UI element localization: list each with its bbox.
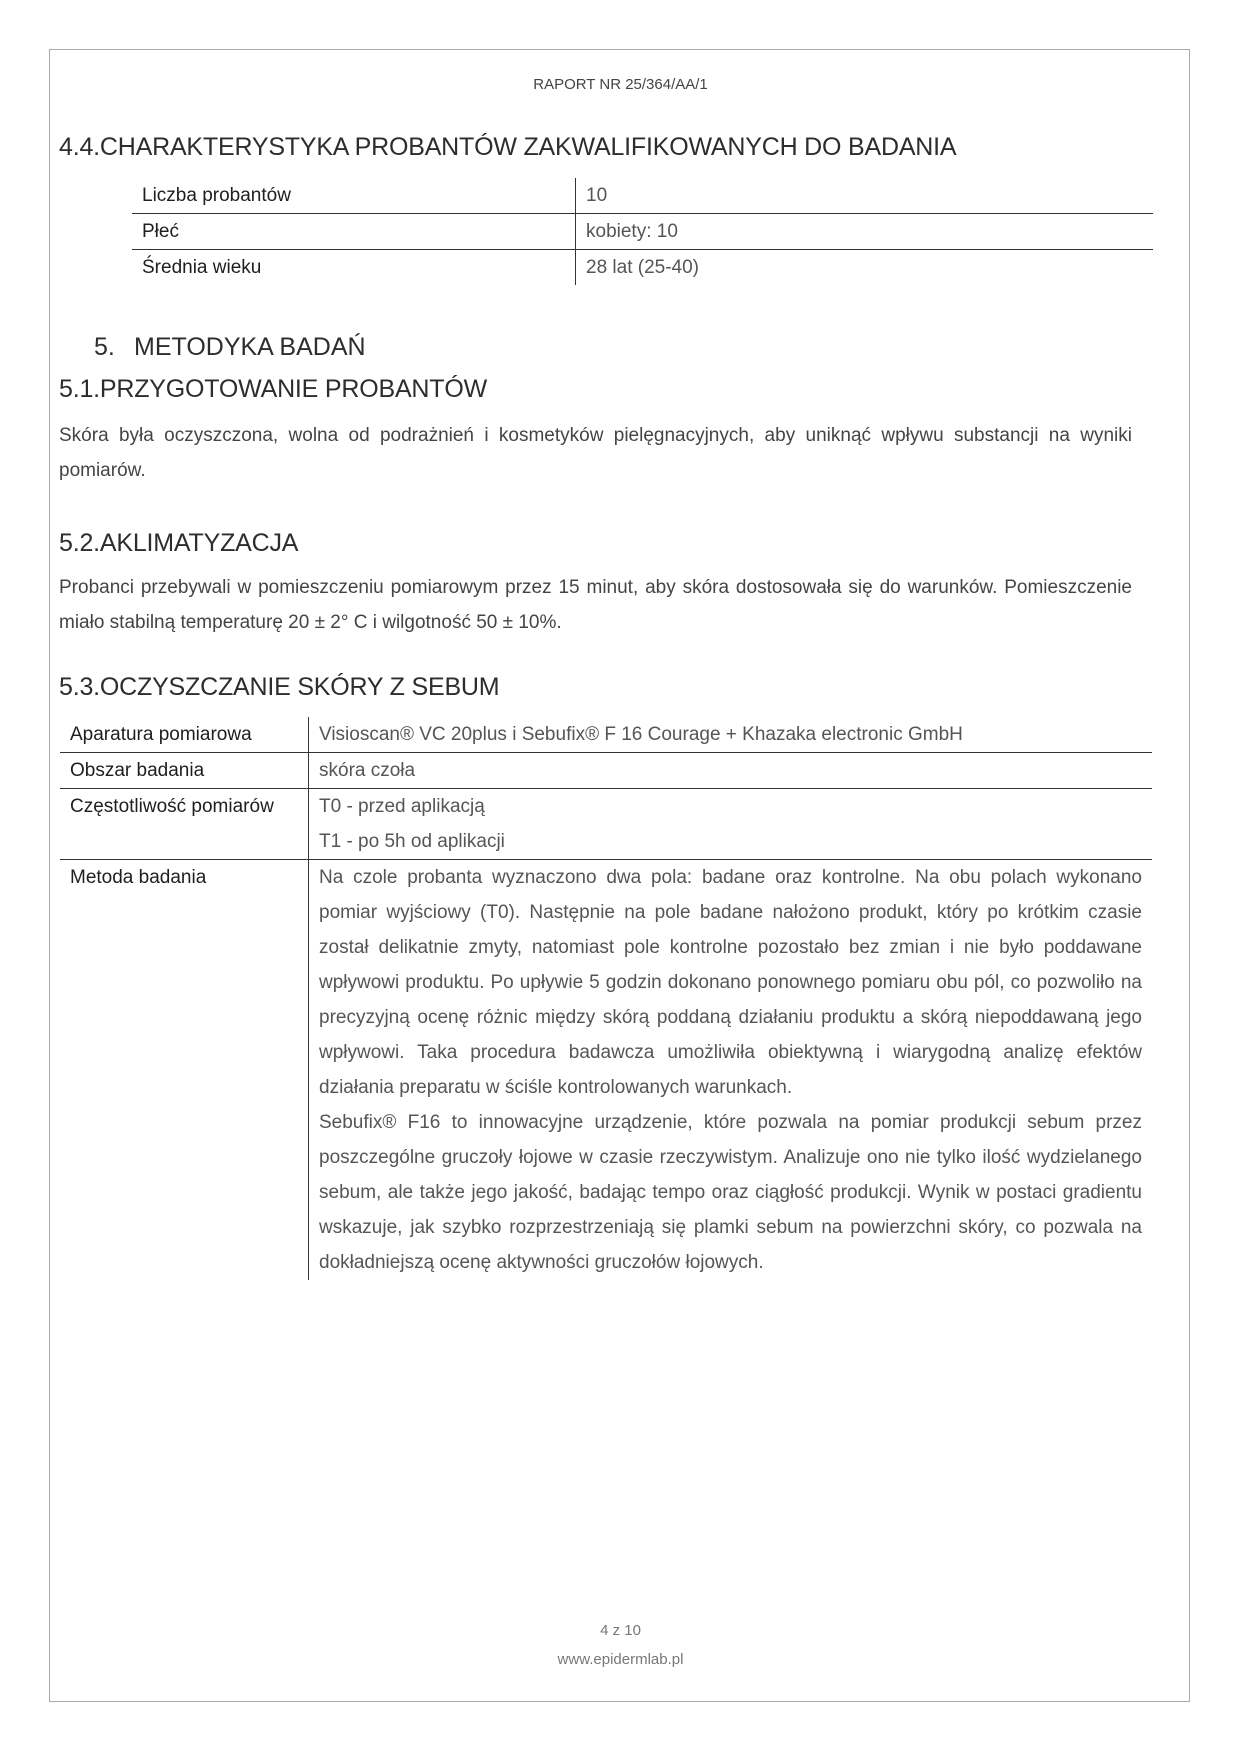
table-row (60, 753, 1152, 789)
section-5-1-text: Skóra była oczyszczona, wolna od podrażnień i kosmetyków pielęgnacyjnych, aby uniknąć wpływu substancji na wyniki pomiarów. (59, 425, 1132, 481)
section-5-2-heading (59, 529, 298, 558)
row-label: Obszar badania (60, 753, 309, 789)
section-title: AKLIMATYZACJA (99, 529, 299, 557)
row-label: Częstotliwość pomiarów (60, 789, 309, 860)
page-number: 4 z 10 (600, 1622, 641, 1639)
section-5-2-text: Probanci przebywali w pomieszczeniu pomiarowym przez 15 minut, aby skóra dostosowała się do warunków. Pomieszczenie miało stabilną temperaturę 20 ± 2° C i wilgotność 50 ± 10%. (59, 577, 1132, 633)
row-label: Liczba probantów (142, 184, 291, 206)
section-number: 4.4. (59, 133, 100, 161)
section-5-heading (94, 333, 366, 362)
row-label: Metoda badania (60, 860, 309, 1281)
table-row (132, 178, 1153, 214)
section-title: PRZYGOTOWANIE PROBANTÓW (99, 375, 487, 403)
row-value: kobiety: 10 (576, 214, 1154, 250)
sebum-method-table (60, 717, 1152, 1280)
section-4-4-heading (59, 133, 956, 162)
row-value: 10 (576, 178, 1154, 214)
section-title: METODYKA BADAŃ (134, 333, 366, 361)
section-title: CHARAKTERYSTYKA PROBANTÓW ZAKWALIFIKOWANYCH DO BADANIA (99, 133, 957, 161)
section-number: 5.1. (59, 375, 100, 403)
freq-t0: T0 - przed aplikacją (319, 796, 485, 817)
table-row (132, 214, 1153, 250)
section-title: OCZYSZCZANIE SKÓRY Z SEBUM (99, 673, 500, 701)
row-label: Aparatura pomiarowa (70, 724, 252, 745)
row-value: skóra czoła (309, 753, 1153, 789)
row-value (309, 789, 1153, 860)
method-paragraph: Sebufix® F16 to innowacyjne urządzenie, które pozwala na pomiar produkcji sebum przez poszczególne gruczoły łojowe w czasie rzeczywistym. Analizuje ono nie tylko ilość wydzielanego sebum, ale także jego jakość, badając tempo oraz ciągłość produkcji. Wynik w postaci gradientu wskazuje, jak szybko rozprzestrzeniają się plamki sebum na powierzchni skóry, co pozwala na dokładniejszą ocenę aktywności gruczołów łojowych. (319, 1112, 1142, 1273)
method-paragraph: Na czole probanta wyznaczono dwa pola: badane oraz kontrolne. Na obu polach wykonano pomiar wyjściowy (T0). Następnie na pole badane nałożono produkt, który po krótkim czasie został delikatnie zmyty, natomiast pole kontrolne pozostało bez zmian i nie było poddawane wpływowi produktu. Po upływie 5 godzin dokonano ponownego pomiaru obu pól, co pozwoliło na precyzyjną ocenę różnic między skórą poddaną działaniu produktu a skórą niepoddawaną jego wpływowi. Taka procedura badawcza umożliwiła obiektywną i wiarygodną analizę efektów działania preparatu w ściśle kontrolowanych warunkach. (319, 867, 1142, 1098)
table-row (60, 860, 1152, 1281)
row-value: Visioscan® VC 20plus i Sebufix® F 16 Courage + Khazaka electronic GmbH (309, 717, 1153, 753)
row-value: 28 lat (25-40) (576, 250, 1154, 286)
table-row (60, 789, 1152, 860)
freq-t1: T1 - po 5h od aplikacji (319, 831, 505, 852)
report-number: RAPORT NR 25/364/AA/1 (533, 76, 708, 93)
section-number: 5.3. (59, 673, 100, 701)
row-label: Średnia wieku (132, 250, 576, 286)
probants-table (132, 178, 1153, 285)
table-row (60, 717, 1152, 753)
row-label: Płeć (132, 214, 576, 250)
section-5-3-heading (59, 673, 499, 702)
section-5-1-heading (59, 375, 487, 404)
section-number: 5.2. (59, 529, 100, 557)
section-number: 5. (94, 333, 115, 361)
table-row (132, 250, 1153, 286)
website-url: www.epidermlab.pl (557, 1651, 684, 1668)
row-value (309, 860, 1153, 1281)
